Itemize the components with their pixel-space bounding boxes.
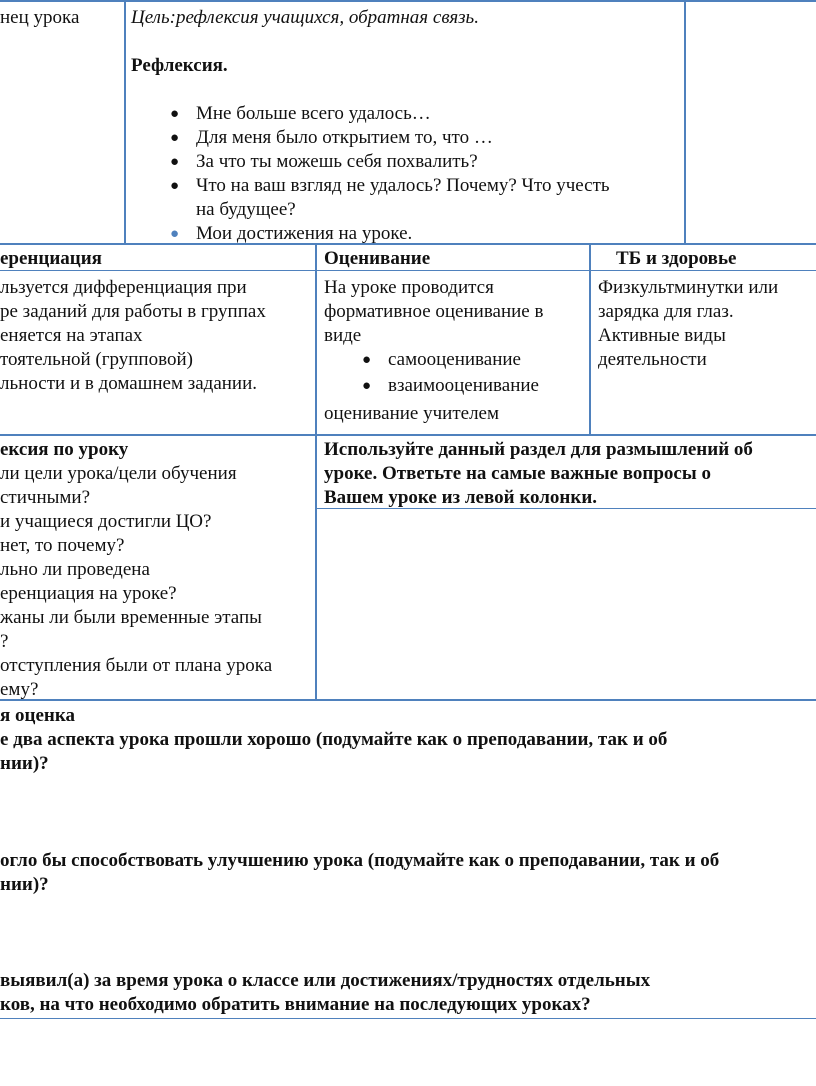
table-line <box>684 0 686 244</box>
reflection-note: Вашем уроке из левой колонки. <box>324 487 598 508</box>
reflection-question: ли цели урока/цели обучения <box>0 463 237 484</box>
bullet-icon: ● <box>170 130 180 146</box>
reflection-note: Используйте данный раздел для размышлений об <box>324 439 753 460</box>
table-line <box>315 243 317 700</box>
final-question-1-cont: нии)? <box>0 753 49 774</box>
assessment-line: На уроке проводится <box>324 277 494 298</box>
table-line <box>0 1018 816 1019</box>
list-item: За что ты можешь себя похвалить? <box>196 151 478 172</box>
header-assessment: Оценивание <box>324 248 431 269</box>
list-item: Для меня было открытием то, что … <box>196 127 493 148</box>
bullet-icon: ● <box>362 352 372 368</box>
lesson-goal: Цель:рефлексия учащихся, обратная связь. <box>131 7 479 28</box>
reflection-question: стичными? <box>0 487 91 508</box>
list-item: Мои достижения на уроке. <box>196 223 413 244</box>
safety-line: деятельности <box>598 349 707 370</box>
list-item: Что на ваш взгляд не удалось? Почему? Что учесть <box>196 175 610 196</box>
stage-label: нец урока <box>0 7 80 28</box>
final-question-2: огло бы способствовать улучшению урока (подумайте как о преподавании, так и об <box>0 850 720 871</box>
assessment-item: самооценивание <box>388 349 521 370</box>
bullet-icon: ● <box>362 378 372 394</box>
header-differentiation: еренциация <box>0 248 102 269</box>
list-item: Мне больше всего удалось… <box>196 103 431 124</box>
reflection-question: отступления были от плана урока <box>0 655 273 676</box>
differentiation-line: льности и в домашнем задании. <box>0 373 258 394</box>
reflection-question: нет, то почему? <box>0 535 125 556</box>
bullet-icon: ● <box>170 226 180 242</box>
table-line <box>589 243 591 435</box>
final-question-3-cont: ков, на что необходимо обратить внимание на последующих уроках? <box>0 994 591 1015</box>
assessment-line: формативное оценивание в <box>324 301 544 322</box>
bullet-icon: ● <box>170 154 180 170</box>
assessment-tail: оценивание учителем <box>324 403 500 424</box>
table-line <box>0 0 816 2</box>
assessment-line: виде <box>324 325 362 346</box>
list-item-continuation: на будущее? <box>196 199 296 220</box>
final-question-2-cont: нии)? <box>0 874 49 895</box>
bullet-icon: ● <box>170 106 180 122</box>
table-line <box>0 699 816 701</box>
differentiation-line: еняется на этапах <box>0 325 143 346</box>
safety-line: Активные виды <box>598 325 726 346</box>
table-line <box>124 0 126 244</box>
differentiation-line: ре заданий для работы в группах <box>0 301 266 322</box>
differentiation-line: тоятельной (групповой) <box>0 349 193 370</box>
reflection-question: ему? <box>0 679 39 700</box>
reflection-question: льно ли проведена <box>0 559 150 580</box>
safety-line: Физкультминутки или <box>598 277 779 298</box>
final-question-1: е два аспекта урока прошли хорошо (подумайте как о преподавании, так и об <box>0 729 668 750</box>
table-line <box>0 434 816 436</box>
reflection-question: и учащиеся достигли ЦО? <box>0 511 212 532</box>
lesson-reflection-title: ексия по уроку <box>0 439 129 460</box>
reflection-question: ? <box>0 631 9 652</box>
safety-line: зарядка для глаз. <box>598 301 734 322</box>
assessment-item: взаимооценивание <box>388 375 539 396</box>
bullet-icon: ● <box>170 178 180 194</box>
final-question-3: выявил(а) за время урока о классе или достижениях/трудностях отдельных <box>0 970 651 991</box>
reflection-note: уроке. Ответьте на самые важные вопросы о <box>324 463 711 484</box>
differentiation-line: льзуется дифференциация при <box>0 277 247 298</box>
final-evaluation-title: я оценка <box>0 705 76 726</box>
reflection-heading: Рефлексия. <box>131 55 228 76</box>
header-safety: ТБ и здоровье <box>616 248 737 269</box>
reflection-question: жаны ли были временные этапы <box>0 607 262 628</box>
reflection-question: еренциация на уроке? <box>0 583 177 604</box>
